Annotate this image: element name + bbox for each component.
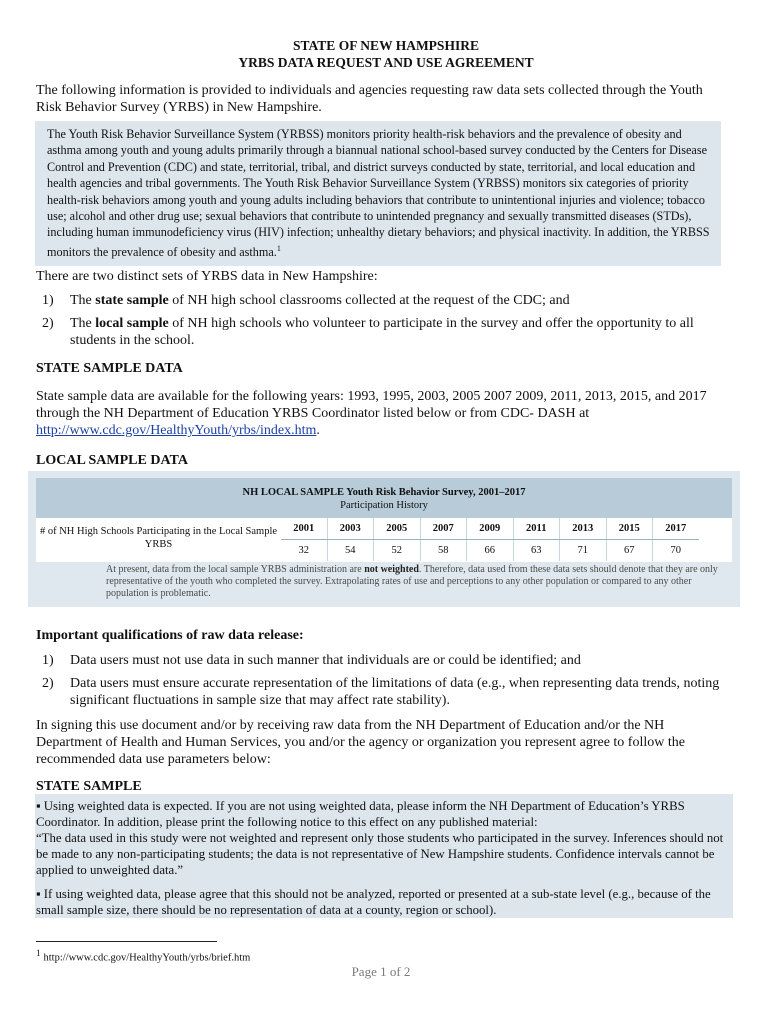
year-cell: 2003 bbox=[327, 518, 374, 540]
page-number: Page 1 of 2 bbox=[351, 964, 411, 979]
count-cell: 66 bbox=[467, 540, 514, 562]
year-cell: 2017 bbox=[653, 518, 699, 540]
footnote bbox=[36, 948, 250, 964]
intro-paragraph: The following information is provided to individuals and agencies requesting raw data sets collected through the Youth Risk Behavior Survey (YRBS) in New Hampshire. bbox=[36, 83, 703, 115]
count-cell: 70 bbox=[653, 540, 699, 562]
year-cell: 2007 bbox=[420, 518, 467, 540]
note-text: . Therefore, data used from these data sets should denote that they are only representative of the youth who completed the survey. Extrapolating rates of use and perceptions to any other population or compared to any other population is problematic. bbox=[106, 564, 718, 600]
list-item bbox=[36, 292, 716, 309]
year-cell: 2001 bbox=[281, 518, 327, 540]
weighted-data-expected: ▪ Using weighted data is expected. If you are not using weighted data, please inform the NH Department of Education’s YRBS Coordinator. In addition, please print the following notice to this effect on any published material: bbox=[36, 799, 685, 829]
state-sample-data-text bbox=[36, 388, 726, 439]
table-row-counts bbox=[281, 540, 699, 562]
row-label-text: # of NH High Schools Participating in the Local Sample YRBS bbox=[39, 526, 278, 550]
punctuation: . bbox=[316, 423, 320, 438]
year-cell: 2011 bbox=[513, 518, 560, 540]
participation-table-body bbox=[36, 518, 732, 562]
state-sample-heading: STATE SAMPLE bbox=[36, 779, 142, 794]
footnote-divider bbox=[36, 941, 217, 942]
state-sample-data-body: State sample data are available for the following years: 1993, 1995, 2003, 2005 2007 2009, 2011, 2013, 2015, and 2017 through the NH Department of Education YRBS Coordinator listed below or from CDC- DASH at bbox=[36, 389, 707, 421]
note-text: At present, data from the local sample YRBS administration are bbox=[106, 564, 365, 575]
note-bold: not weighted bbox=[364, 564, 419, 575]
list-number: 1) bbox=[42, 653, 54, 668]
footnote-ref: 1 bbox=[276, 243, 281, 253]
year-cell: 2015 bbox=[606, 518, 653, 540]
year-cell: 2005 bbox=[374, 518, 421, 540]
table-note bbox=[106, 564, 726, 601]
participation-table-box bbox=[28, 471, 740, 607]
qualifications-list bbox=[36, 652, 726, 709]
list-text: Data users must not use data in such manner that individuals are or could be identified; and bbox=[70, 653, 581, 668]
table-row-years bbox=[281, 518, 699, 540]
list-bold-term: state sample bbox=[95, 293, 169, 308]
local-sample-data-heading: LOCAL SAMPLE DATA bbox=[36, 453, 188, 468]
list-text: of NH high schools who volunteer to participate in the survey and offer the opportunity to all students in the school. bbox=[70, 316, 694, 348]
cdc-yrbs-link[interactable]: http://www.cdc.gov/HealthyYouth/yrbs/index.htm bbox=[36, 423, 317, 438]
count-cell: 63 bbox=[513, 540, 560, 562]
list-text: The bbox=[70, 293, 96, 308]
state-sample-box bbox=[35, 794, 733, 918]
list-text: Data users must ensure accurate representation of the limitations of data (e.g., when representing data trends, noting significant fluctuations in sample size that may affect rate stability). bbox=[70, 676, 720, 708]
count-cell: 71 bbox=[560, 540, 607, 562]
document-title-line1: STATE OF NEW HAMPSHIRE bbox=[293, 38, 479, 53]
weighted-data-substate: ▪ If using weighted data, please agree that this should not be analyzed, reported or presented at a sub-state level (e.g., because of the small sample size, there should be no representation of data at a county, region or school). bbox=[36, 887, 711, 917]
year-cell: 2009 bbox=[467, 518, 514, 540]
qualifications-heading: Important qualifications of raw data release: bbox=[36, 628, 304, 643]
list-item bbox=[36, 652, 726, 669]
list-bold-term: local sample bbox=[95, 316, 169, 331]
year-cell: 2013 bbox=[560, 518, 607, 540]
footnote-number: 1 bbox=[36, 948, 41, 958]
list-item bbox=[36, 315, 716, 349]
list-text: of NH high school classrooms collected at the request of the CDC; and bbox=[168, 293, 570, 308]
yrbss-description-text: The Youth Risk Behavior Surveillance System (YRBSS) monitors priority health-risk behaviors and the prevalence of obesity and asthma among youth and young adults primarily through a biannual national school-based survey conducted by the Centers for Disease Control and Prevention (CDC) and state, territorial, tribal, and district surveys conducted by state, territorial, and local education and health agencies and tribal governments. The Youth Risk Behavior Surveillance System (YRBSS) monitors six categories of priority health-risk behaviors among youth and young adults including behaviors that contribute to unintentional injuries and violence; tobacco use; alcohol and other drug use; sexual behaviors that contribute to unintended pregnancy and sexually transmitted diseases (STDs), including human immunodeficiency virus (HIV) infection; unhealthy dietary behaviors; and physical inactivity. In addition, the YRBSS monitors the prevalence of obesity and asthma. bbox=[47, 127, 710, 259]
table-row-label bbox=[36, 518, 281, 562]
two-sets-intro: There are two distinct sets of YRBS data in New Hampshire: bbox=[36, 269, 378, 284]
count-cell: 54 bbox=[327, 540, 374, 562]
participation-table-header bbox=[36, 478, 732, 518]
count-cell: 52 bbox=[374, 540, 421, 562]
data-sets-list bbox=[36, 292, 716, 349]
list-text: The bbox=[70, 316, 96, 331]
table-title: NH LOCAL SAMPLE Youth Risk Behavior Survey, 2001–2017 bbox=[242, 487, 526, 498]
list-number: 1) bbox=[42, 293, 54, 308]
participation-table bbox=[281, 518, 699, 561]
document-title-line2: YRBS DATA REQUEST AND USE AGREEMENT bbox=[238, 55, 534, 70]
list-number: 2) bbox=[42, 316, 54, 331]
list-item bbox=[36, 675, 726, 709]
state-sample-data-heading: STATE SAMPLE DATA bbox=[36, 361, 183, 376]
signing-paragraph: In signing this use document and/or by receiving raw data from the NH Department of Education and/or the NH Department of Health and Human Services, you and/or the agency or organization you represent agree to follow the recommended data use parameters below: bbox=[36, 718, 685, 767]
count-cell: 32 bbox=[298, 545, 309, 556]
count-cell: 67 bbox=[606, 540, 653, 562]
yrbss-description-box bbox=[35, 121, 721, 266]
unweighted-notice: “The data used in this study were not weighted and represent only those students who participated in the survey. Inferences should not be made to any non-participating students; the data is not representative of New Hampshire students. Confidence intervals cannot be applied to unweighted data.” bbox=[36, 831, 724, 877]
count-cell: 58 bbox=[420, 540, 467, 562]
table-subtitle: Participation History bbox=[340, 500, 428, 511]
list-number: 2) bbox=[42, 676, 54, 691]
footnote-text: http://www.cdc.gov/HealthyYouth/yrbs/brief.htm bbox=[43, 952, 251, 964]
